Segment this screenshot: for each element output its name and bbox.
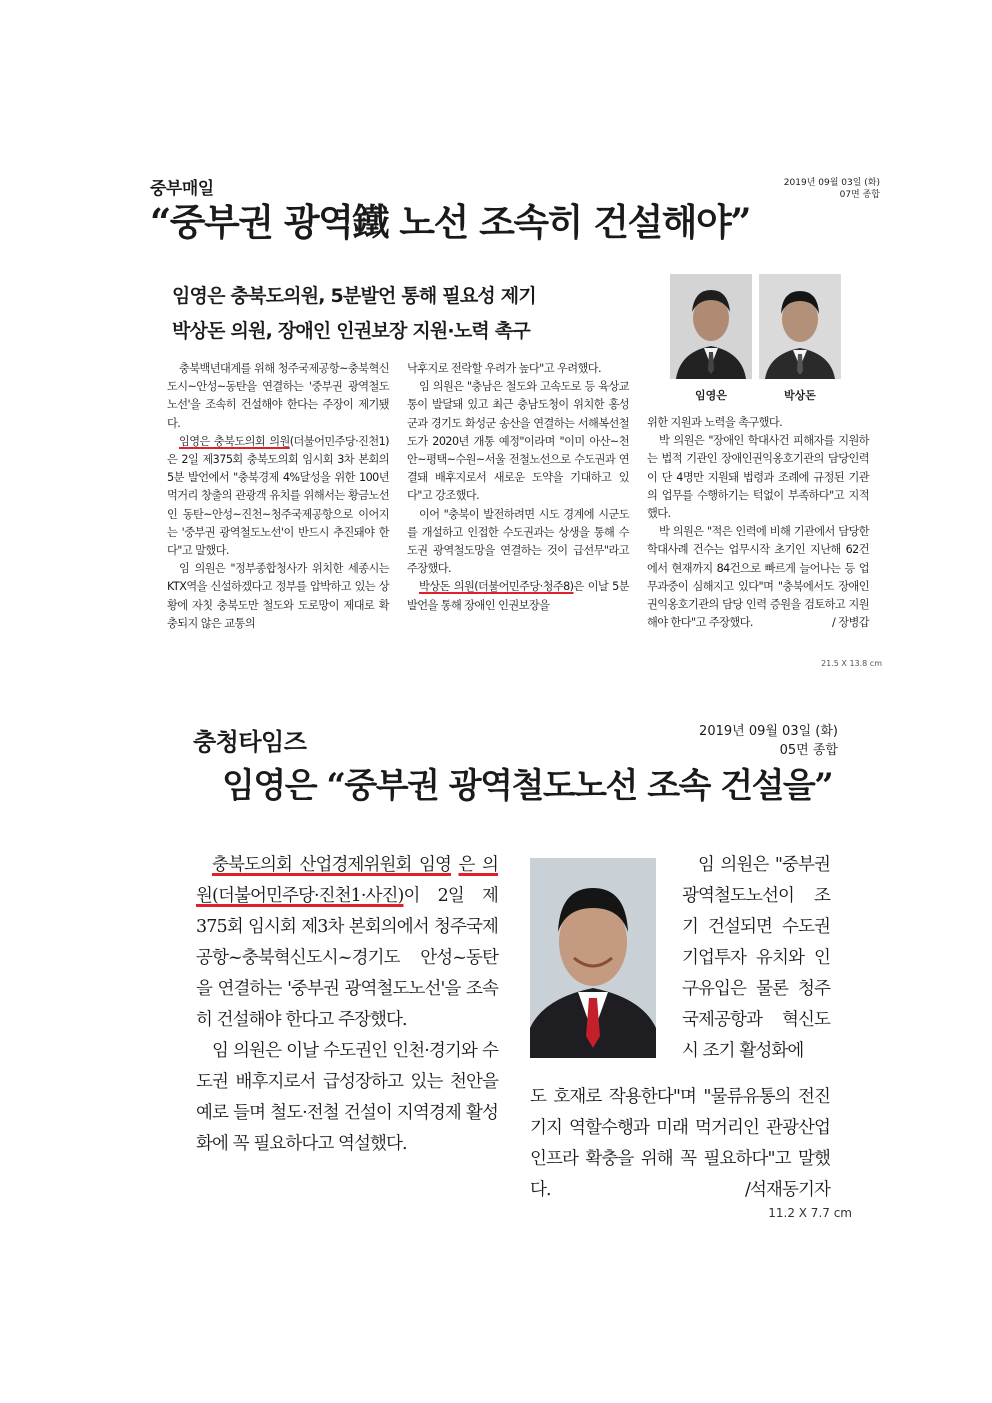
article1-col1-para1: 충북백년대계를 위해 청주국제공항~충북혁신도시~안성~동탄을 연결하는 '중부권 광역철도노선'을 조속히 건설해야 한다는 주장이 제기됐다. [167, 362, 389, 430]
article2-left-para1: 충북도의회 산업경제위원회 임영 은 의원(더불어민주당·진천1·사진)이 2일 제375회 임시회 제3차 본회의에서 청주국제공항~충북혁신도시~경기도 안성~동탄을 연결하는 '중부권 광역철도노선'을 조속히 건설해야 한다고 주장했다. [196, 855, 498, 1030]
article2-left-column [196, 850, 498, 1160]
article1-headline: “중부권 광역鐵 노선 조속히 건설해야” [150, 200, 750, 244]
article1-col1-para3: 임 의원은 "정부종합청사가 위치한 세종시는 KTX역을 신설하겠다고 정부를 압박하고 있는 상황에 자칫 충북도만 철도와 도로망이 제대로 확충되지 않은 교통의 [167, 562, 389, 630]
highlight-party: (더불어민주당·진천1·사진) [212, 886, 404, 906]
article1-paper-name: 중부매일 [150, 179, 214, 199]
article2-right-bottom [530, 1082, 830, 1206]
article1-byline: / 장병갑 [832, 616, 869, 630]
article1-column-1 [167, 360, 389, 633]
article1-col2-para2: 임 의원은 "충남은 철도와 고속도로 등 육상교통이 발달돼 있고 최근 충남도청이 위치한 홍성군과 경기도 화성군 송산을 연결하는 서해복선철도가 2020년 개통 예정"이라며 "이미 아산~천안~평택~수원~서울 전철노선으로 수도권과 연결돼 배후지로서 새로운 도약을 기대하고 있다"고 강조했다. [407, 380, 629, 503]
article2-right-top [682, 850, 830, 1067]
highlight-member: 은 의원 [196, 855, 498, 906]
photo-park-sangdon [759, 274, 841, 379]
article1-col3-para1: 위한 지원과 노력을 촉구했다. [647, 416, 783, 429]
article1-column-3 [647, 414, 869, 632]
article1-col3-para2: 박 의원은 "장애인 학대사건 피해자를 지원하는 법적 기관인 장애인권익옹호기관의 담당인력이 단 4명만 지원돼 법령과 조례에 규정된 기관의 업무를 수행하기는 턱없이 부족하다"고 지적했다. [647, 434, 869, 521]
highlight-park-sangdon: 박상돈 의원(더불어민주당·청주8) [419, 580, 574, 594]
article1-date: 2019년 09월 03일 (화) 07면 종합 [783, 178, 880, 200]
article1-col1-para2: 임영은 충북도의회 의원(더불어민주당·진천1)은 2일 제375회 충북도의회 임시회 3차 본회의 5분 발언에서 "충북경제 4%달성을 위한 100년 먹거리 창출의 관광객 유치를 위해서는 황금노선인 동탄~안성~진천~청주국제공항으로 이어지는 '중부권 광역철도노선'이 반드시 추진돼야 한다"고 말했다. [167, 434, 389, 558]
article2-right-para2: 도 호재로 작용한다"며 "물류유통의 전진기지 역할수행과 미래 먹거리인 관광산업 인프라 확충을 위해 꼭 필요하다"고 말했다. /석재동기자 [530, 1082, 830, 1206]
photo-caption-park: 박상돈 [784, 389, 816, 402]
article2-date: 2019년 09월 03일 (화) 05면 종합 [699, 724, 838, 758]
highlight-committee: 충북도의회 산업경제위원회 임영 [212, 855, 452, 875]
photo-lim-youngeun-large [530, 858, 656, 1058]
article2-size: 11.2 X 7.7 cm [768, 1206, 852, 1220]
photo-lim-youngeun [670, 274, 752, 379]
article1-size: 21.5 X 13.8 cm [821, 659, 882, 668]
article1-col3-para3: 박 의원은 "적은 인력에 비해 기관에서 담당한 학대사례 건수는 업무시작 초기인 지난해 62건에서 현재까지 84건으로 빠르게 늘어나는 등 업무과중이 심해지고 있다"며 "충북에서도 장애인권익옹호기관의 담당 인력 증원을 검토하고 지원해야 한다"고 주장했다. / 장병갑 [647, 523, 869, 632]
article1-col2-para1: 낙후지로 전락할 우려가 높다"고 우려했다. [407, 362, 601, 375]
highlight-lim-youngeun: 임영은 충북도의회 의원 [179, 434, 290, 448]
article2-byline: /석재동기자 [744, 1180, 830, 1200]
photo-caption-lim: 임영은 [695, 389, 727, 402]
article1-col2-para3: 이어 "충북이 발전하려면 시도 경계에 시군도를 개설하고 인접한 수도권과는 상생을 통해 수도권 광역철도망을 연결하는 것이 급선무"라고 주장했다. [407, 507, 629, 576]
article1-subhead-1: 임영은 충북도의원, 5분발언 통해 필요성 제기 [172, 285, 536, 307]
article2-left-para2: 임 의원은 이날 수도권인 인천·경기와 수도권 배후지로서 급성장하고 있는 천안을 예로 들며 철도·전철 건설이 지역경제 활성화에 꼭 필요하다고 역설했다. [196, 1041, 498, 1154]
article2-right-para1: 임 의원은 "중부권 광역철도노선이 조기 건설되면 수도권 기업투자 유치와 인구유입은 물론 청주국제공항과 혁신도시 조기 활성화에 [682, 855, 830, 1061]
article1-column-2 [407, 360, 629, 615]
article1-subhead-2: 박상돈 의원, 장애인 인권보장 지원·노력 촉구 [172, 320, 530, 342]
article1-col2-para4: 박상돈 의원(더불어민주당·청주8)은 이날 5분 발언을 통해 장애인 인권보장을 [407, 580, 629, 612]
article2-headline: 임영은 “중부권 광역철도노선 조속 건설을” [222, 766, 833, 806]
article2-paper-name: 충청타임즈 [193, 728, 307, 756]
